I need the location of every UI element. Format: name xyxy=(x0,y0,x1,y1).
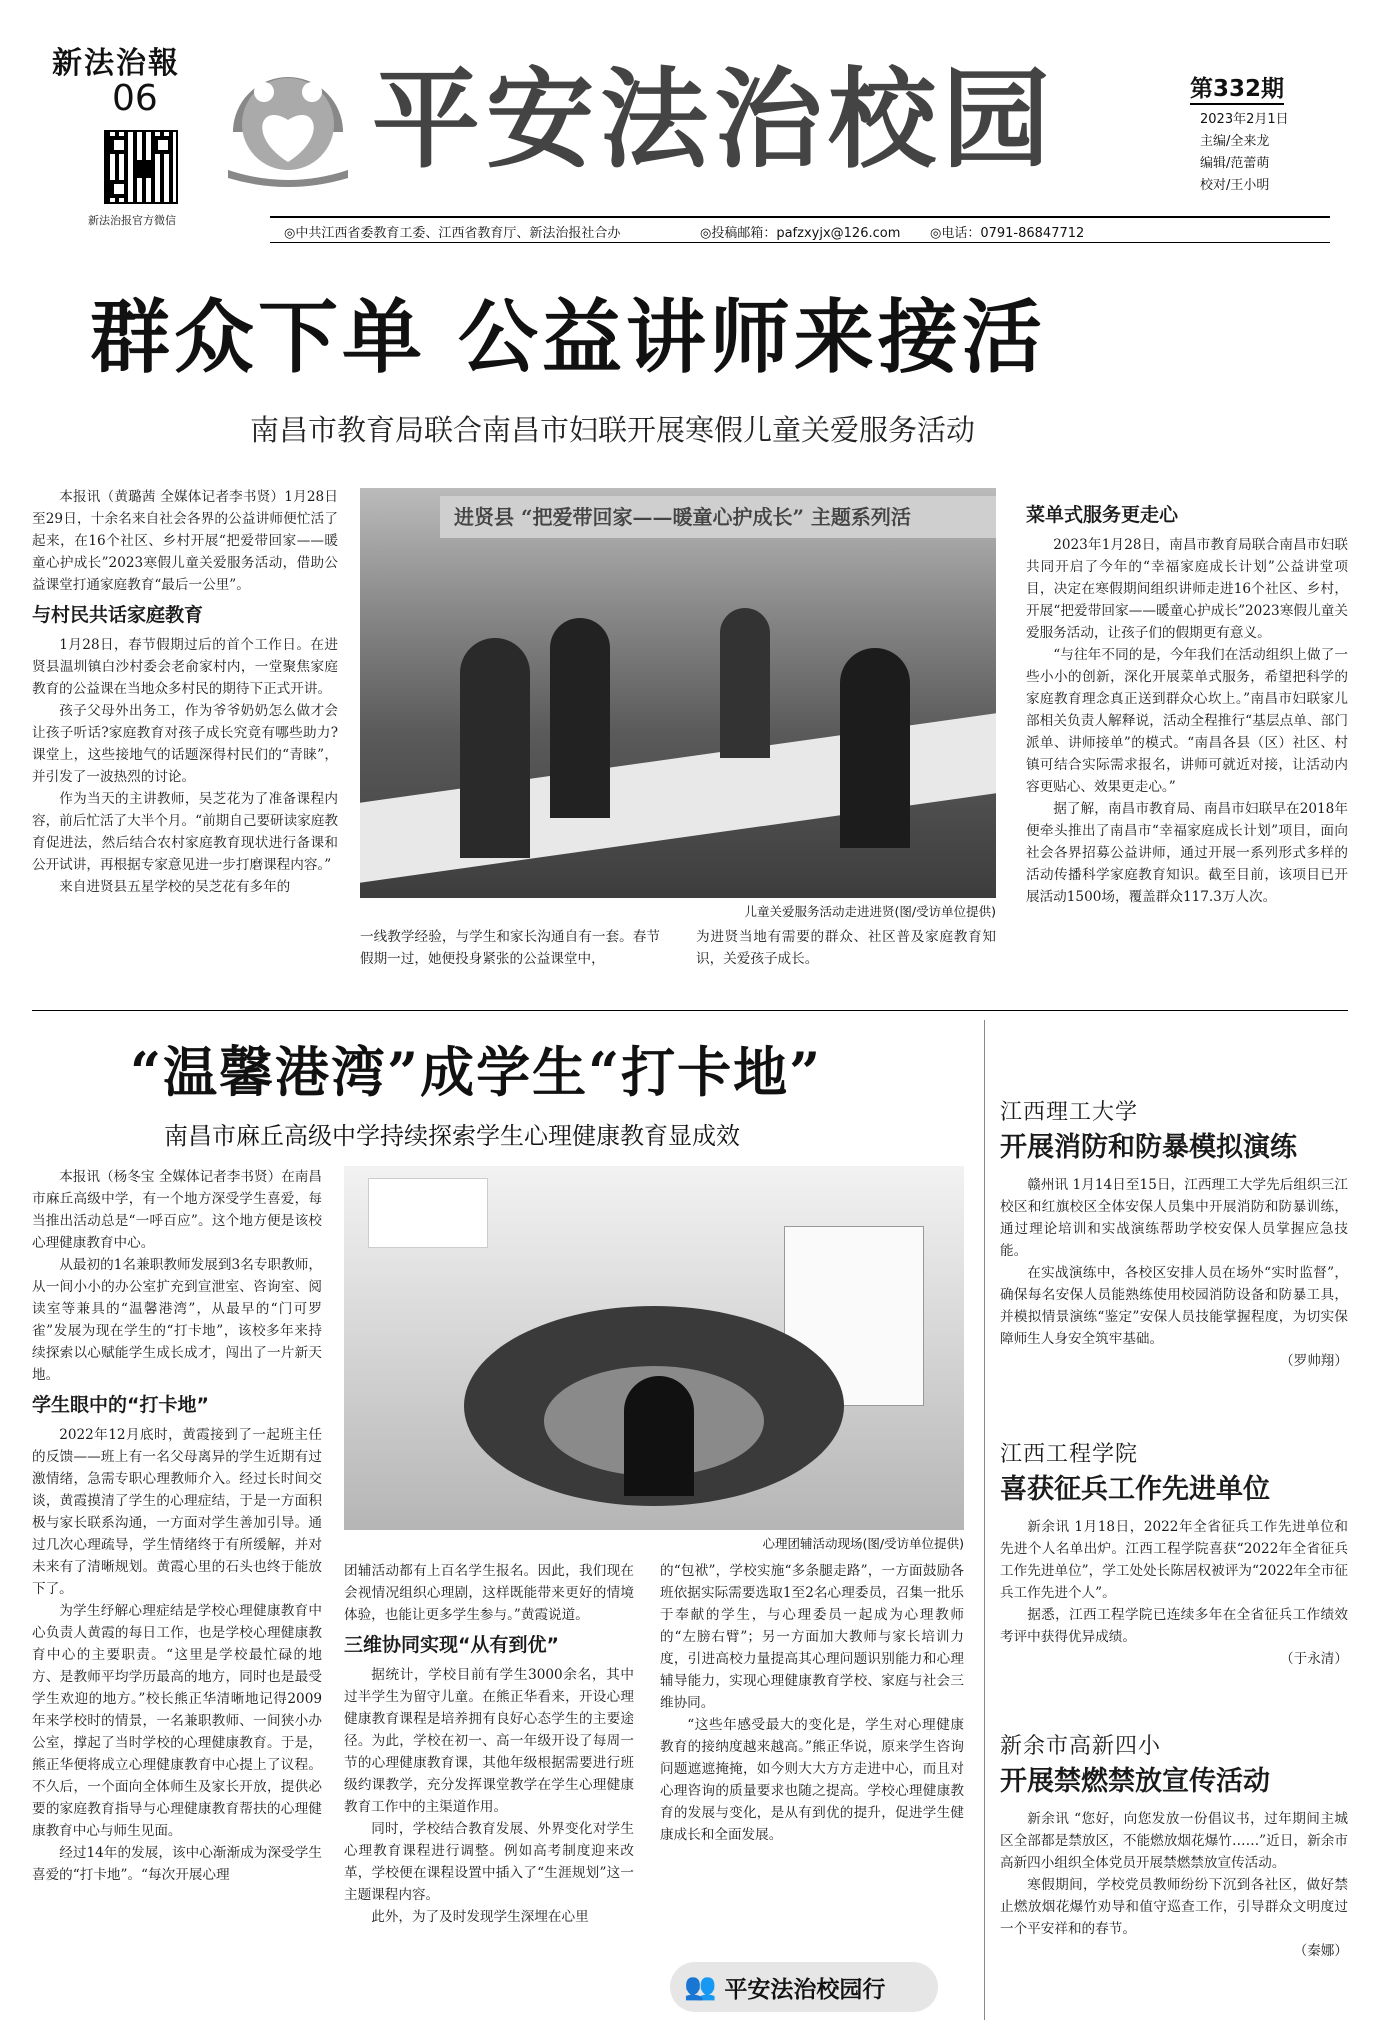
paragraph: 寒假期间，学校党员教师纷纷下沉到各社区，做好禁止燃放烟花爆竹劝导和值守巡查工作，引导群众文明度过一个平安祥和的春节。 xyxy=(1000,1877,1348,1937)
article1-col2 xyxy=(360,926,660,970)
sidebar-divider xyxy=(984,1020,985,2020)
paragraph: 来自进贤县五星学校的吴芝花有多年的 xyxy=(59,879,291,895)
article1-subheadline: 南昌市教育局联合南昌市妇联开展寒假儿童关爱服务活动 xyxy=(250,413,976,447)
article2-photo-caption: 心理团辅活动现场(图/受访单位提供) xyxy=(762,1536,964,1551)
copy-editor: 编辑/范蕾萌 xyxy=(1200,156,1270,171)
paragraph: 在实战演练中，各校区安排人员在场外“实时监督”，确保每名安保人员能熟练使用校园消防设备和防暴工具，并模拟情景演练“鉴定”安保人员技能掌握程度，为切实保障师生人身安全筑牢基础。 xyxy=(1000,1265,1348,1347)
paragraph: 新余讯 1月18日，2022年全省征兵工作先进单位和先进个人名单出炉。江西工程学院喜获“2022年全省征兵工作先进单位”，学工处处长陈居权被评为“2022年全市征兵工作先进个人”。 xyxy=(1000,1519,1348,1601)
article2-col1 xyxy=(32,1166,322,1886)
footer-logo-text: 平安法治校园行 xyxy=(724,1976,886,2003)
section-divider xyxy=(32,1010,1348,1011)
page-number: 06 xyxy=(112,78,158,119)
article1-subhead1: 与村民共话家庭教育 xyxy=(32,604,204,626)
paragraph: “这些年感受最大的变化是，学生对心理健康教育的接纳度越来越高。”熊正华说，原来学生咨询问题遮遮掩掩，如今则大大方方走进中心，而且对心理咨询的质量要求也随之提高。学校心理健康教育的发展与变化，是从有到优的提升，促进学生健康成长和全面发展。 xyxy=(660,1717,964,1843)
paragraph: 赣州讯 1月14日至15日，江西理工大学先后组织三江校区和红旗校区全体安保人员集中开展消防和防暴训练，通过理论培训和实战演练帮助学校安保人员掌握应急技能。 xyxy=(1000,1177,1348,1259)
issue-date: 2023年2月1日 xyxy=(1200,112,1289,127)
issue-number: 第332期 xyxy=(1190,70,1284,105)
side2-byline: （于永清） xyxy=(1280,1651,1348,1667)
sponsors-line: ◎中共江西省委教育工委、江西省教育厅、新法治报社合办 xyxy=(284,226,621,241)
paragraph: 2022年12月底时，黄霞接到了一起班主任的反馈——班上有一名父母离异的学生近期有过激情绪，急需专职心理教师介入。经过长时间交谈，黄霞摸清了学生的心理症结，于是一方面积极与家长联系沟通，一方面对学生善加引导。通过几次心理疏导，学生情绪终于有所缓解，并对未来有了清晰规划。黄霞心里的石头也终于能放下了。 xyxy=(32,1427,322,1597)
paragraph: 此外，为了及时发现学生深埋在心里 xyxy=(371,1909,589,1925)
paragraph: 孩子父母外出务工，作为爷爷奶奶怎么做才会让孩子听话?家庭教育对孩子成长究竟有哪些助力?课堂上，这些接地气的话题深得村民们的“青睐”，并引发了一波热烈的讨论。 xyxy=(32,703,338,785)
paragraph: 经过14年的发展，该中心渐渐成为深受学生喜爱的“打卡地”。“每次开展心理 xyxy=(32,1845,322,1883)
article1-headline: 群众下单 公益讲师来接活 xyxy=(90,291,1046,384)
article1-col4 xyxy=(1026,500,1348,908)
article1-col1 xyxy=(32,486,338,898)
side1-byline: （罗帅翔） xyxy=(1280,1353,1348,1369)
paragraph: 同时，学校结合教育发展、外界变化对学生心理教育课程进行调整。例如高考制度迎来改革，学校便在课程设置中插入了“生涯规划”这一主题课程内容。 xyxy=(344,1821,634,1903)
paragraph: 据了解，南昌市教育局、南昌市妇联早在2018年便牵头推出了南昌市“幸福家庭成长计划”项目，面向社会各界招募公益讲师，通过开展一系列形式多样的活动传播科学家庭教育知识。截至目前，该项目已开展活动1500场，覆盖群众117.3万人次。 xyxy=(1026,801,1348,905)
side3-byline: （秦娜） xyxy=(1293,1943,1348,1959)
article1-subhead2: 菜单式服务更走心 xyxy=(1026,504,1179,526)
masthead-title: 平安法治校园 xyxy=(372,57,1057,183)
article2-col2 xyxy=(344,1560,634,1928)
people-icon: 👥 xyxy=(684,1972,717,2002)
paragraph: “与往年不同的是，今年我们在活动组织上做了一些小小的创新，深化开展菜单式服务，希望把科学的家庭教育理念真正送到群众心坎上。”南昌市妇联家儿部相关负责人解释说，活动全程推行“基层点单、部门派单、讲师接单”的模式。“南昌各县（区）社区、村镇可结合实际需求报名，讲师可就近对接，让活动内容更贴心、效果更走心。” xyxy=(1026,647,1348,795)
side3-headline: 开展禁燃禁放宣传活动 xyxy=(1000,1766,1270,1797)
article1-lead: 本报讯（黄璐茜 全媒体记者李书贤）1月28日至29日，十余名来自社会各界的公益讲师便忙活了起来，在16个社区、乡村开展“把爱带回家——暖童心护成长”2023寒假儿童关爱服务活动，借助公益课堂打通家庭教育“最后一公里”。 xyxy=(32,489,338,593)
paragraph: 据统计，学校目前有学生3000余名，其中过半学生为留守儿童。在熊正华看来，开设心理健康教育课程是培养拥有良好心态学生的主要途径。为此，学校在初一、高一年级开设了每周一节的心理健康教育课，其他年级根据需要进行班级约课教学，充分发挥课堂教学在学生心理健康教育工作中的主渠道作用。 xyxy=(344,1667,634,1815)
paragraph: 为学生纾解心理症结是学校心理健康教育中心负责人黄霞的每日工作，也是学校心理健康教育中心的主要职责。“这里是学校最忙碌的地方、是教师平均学历最高的地方，同时也是最受学生欢迎的地方。”校长熊正华清晰地记得2009年来学校时的情景，一名兼职教师、一间狭小办公室，撑起了当时学校的心理健康教育。于是，熊正华便将成立心理健康教育中心提上了议程。不久后，一个面向全体师生及家长开放，提供必要的家庭教育指导与心理健康教育帮扶的心理健康教育中心与师生见面。 xyxy=(32,1603,322,1839)
article1-photo xyxy=(360,488,996,898)
side3-org-label: 新余市高新四小 xyxy=(1000,1734,1162,1759)
sidebar-story-2 xyxy=(1000,1440,1348,1670)
paragraph: 1月28日，春节假期过后的首个工作日。在进贤县温圳镇白沙村委会老俞家村内，一堂聚焦家庭教育的公益课在当地众多村民的期待下正式开讲。 xyxy=(32,637,338,697)
submission-email: ◎投稿邮箱：pafzxyjx@126.com xyxy=(700,226,901,241)
masthead-rule-bottom xyxy=(270,242,1330,243)
paragraph: 的“包袱”，学校实施“多条腿走路”，一方面鼓励各班依据实际需要选取1至2名心理委员，召集一批乐于奉献的学生，与心理委员一起成为心理教师的“左膀右臂”；另一方面加大教师与家长培训力度，引进高校力量提高其心理问题识别能力和心理辅导能力，实现心理健康教育学校、家庭与社会三维协同。 xyxy=(660,1563,964,1711)
paragraph: 新余讯 “您好，向您发放一份倡议书，过年期间主城区全部都是禁放区，不能燃放烟花爆竹……”近日，新余市高新四小组织全体党员开展禁燃禁放宣传活动。 xyxy=(1000,1811,1348,1871)
side1-headline: 开展消防和防暴模拟演练 xyxy=(1000,1132,1297,1163)
paragraph: 2023年1月28日，南昌市教育局联合南昌市妇联共同开启了今年的“幸福家庭成长计划”公益讲堂项目，决定在寒假期间组织讲师走进16个社区、乡村，开展“把爱带回家——暖童心护成长”2023寒假儿童关爱服务活动，让孩子们的假期更有意义。 xyxy=(1026,537,1348,641)
article1-col3 xyxy=(696,926,996,970)
paper-name: 新法治報 xyxy=(52,46,180,81)
article2-subheadline: 南昌市麻丘高级中学持续探索学生心理健康教育显成效 xyxy=(164,1122,740,1150)
article2-col3 xyxy=(660,1560,964,1846)
article2-photo xyxy=(344,1166,964,1530)
chief-editor: 主编/全来龙 xyxy=(1200,134,1270,149)
paragraph: 为进贤当地有需要的群众、社区普及家庭教育知识，关爱孩子成长。 xyxy=(696,929,996,967)
footer-logo xyxy=(670,1962,938,2012)
masthead-rule xyxy=(270,216,1330,218)
photo-banner: 进贤县 “把爱带回家——暖童心护成长” 主题系列活 xyxy=(440,496,996,538)
side2-headline: 喜获征兵工作先进单位 xyxy=(1000,1474,1270,1505)
paragraph: 团辅活动都有上百名学生报名。因此，我们现在会视情况组织心理剧，这样既能带来更好的情境体验，也能让更多学生参与。”黄霞说道。 xyxy=(344,1563,634,1623)
article1-photo-caption: 儿童关爱服务活动走进进贤(图/受访单位提供) xyxy=(744,904,996,919)
paragraph: 从最初的1名兼职教师发展到3名专职教师，从一间小小的办公室扩充到宣泄室、咨询室、阅读室等兼具的“温馨港湾”，从最早的“门可罗雀”发展为现在学生的“打卡地”，该校多年来持续探索以心赋能学生成长成才，闯出了一片新天地。 xyxy=(32,1257,322,1383)
sidebar-story-1 xyxy=(1000,1098,1348,1372)
contact-phone: ◎电话：0791-86847712 xyxy=(930,226,1085,241)
article2-subhead1: 学生眼中的“打卡地” xyxy=(32,1394,209,1416)
article2-subhead2: 三维协同实现“从有到优” xyxy=(344,1634,559,1656)
sidebar-story-3 xyxy=(1000,1732,1348,1962)
proofreader: 校对/王小明 xyxy=(1200,178,1270,193)
paragraph: 一线教学经验，与学生和家长沟通自有一套。春节假期一过，她便投身紧张的公益课堂中， xyxy=(360,929,660,967)
masthead-logo-icon xyxy=(218,62,358,190)
article2-lead: 本报讯（杨冬宝 全媒体记者李书贤）在南昌市麻丘高级中学，有一个地方深受学生喜爱，每当推出活动总是“一呼百应”。这个地方便是该校心理健康教育中心。 xyxy=(32,1169,322,1251)
paragraph: 作为当天的主讲教师，吴芝花为了准备课程内容，前后忙活了大半个月。“前期自己要研读家庭教育促进法，然后结合农村家庭教育现状进行备课和公开试讲，再根据专家意见进一步打磨课程内容。” xyxy=(32,791,339,873)
article2-headline: “温馨港湾”成学生“打卡地” xyxy=(130,1040,823,1104)
qr-caption: 新法治报官方微信 xyxy=(88,214,176,227)
side1-org-label: 江西理工大学 xyxy=(1000,1100,1139,1125)
side2-org-label: 江西工程学院 xyxy=(1000,1442,1139,1467)
paragraph: 据悉，江西工程学院已连续多年在全省征兵工作绩效考评中获得优异成绩。 xyxy=(1000,1607,1348,1645)
qr-code-icon xyxy=(104,130,178,204)
